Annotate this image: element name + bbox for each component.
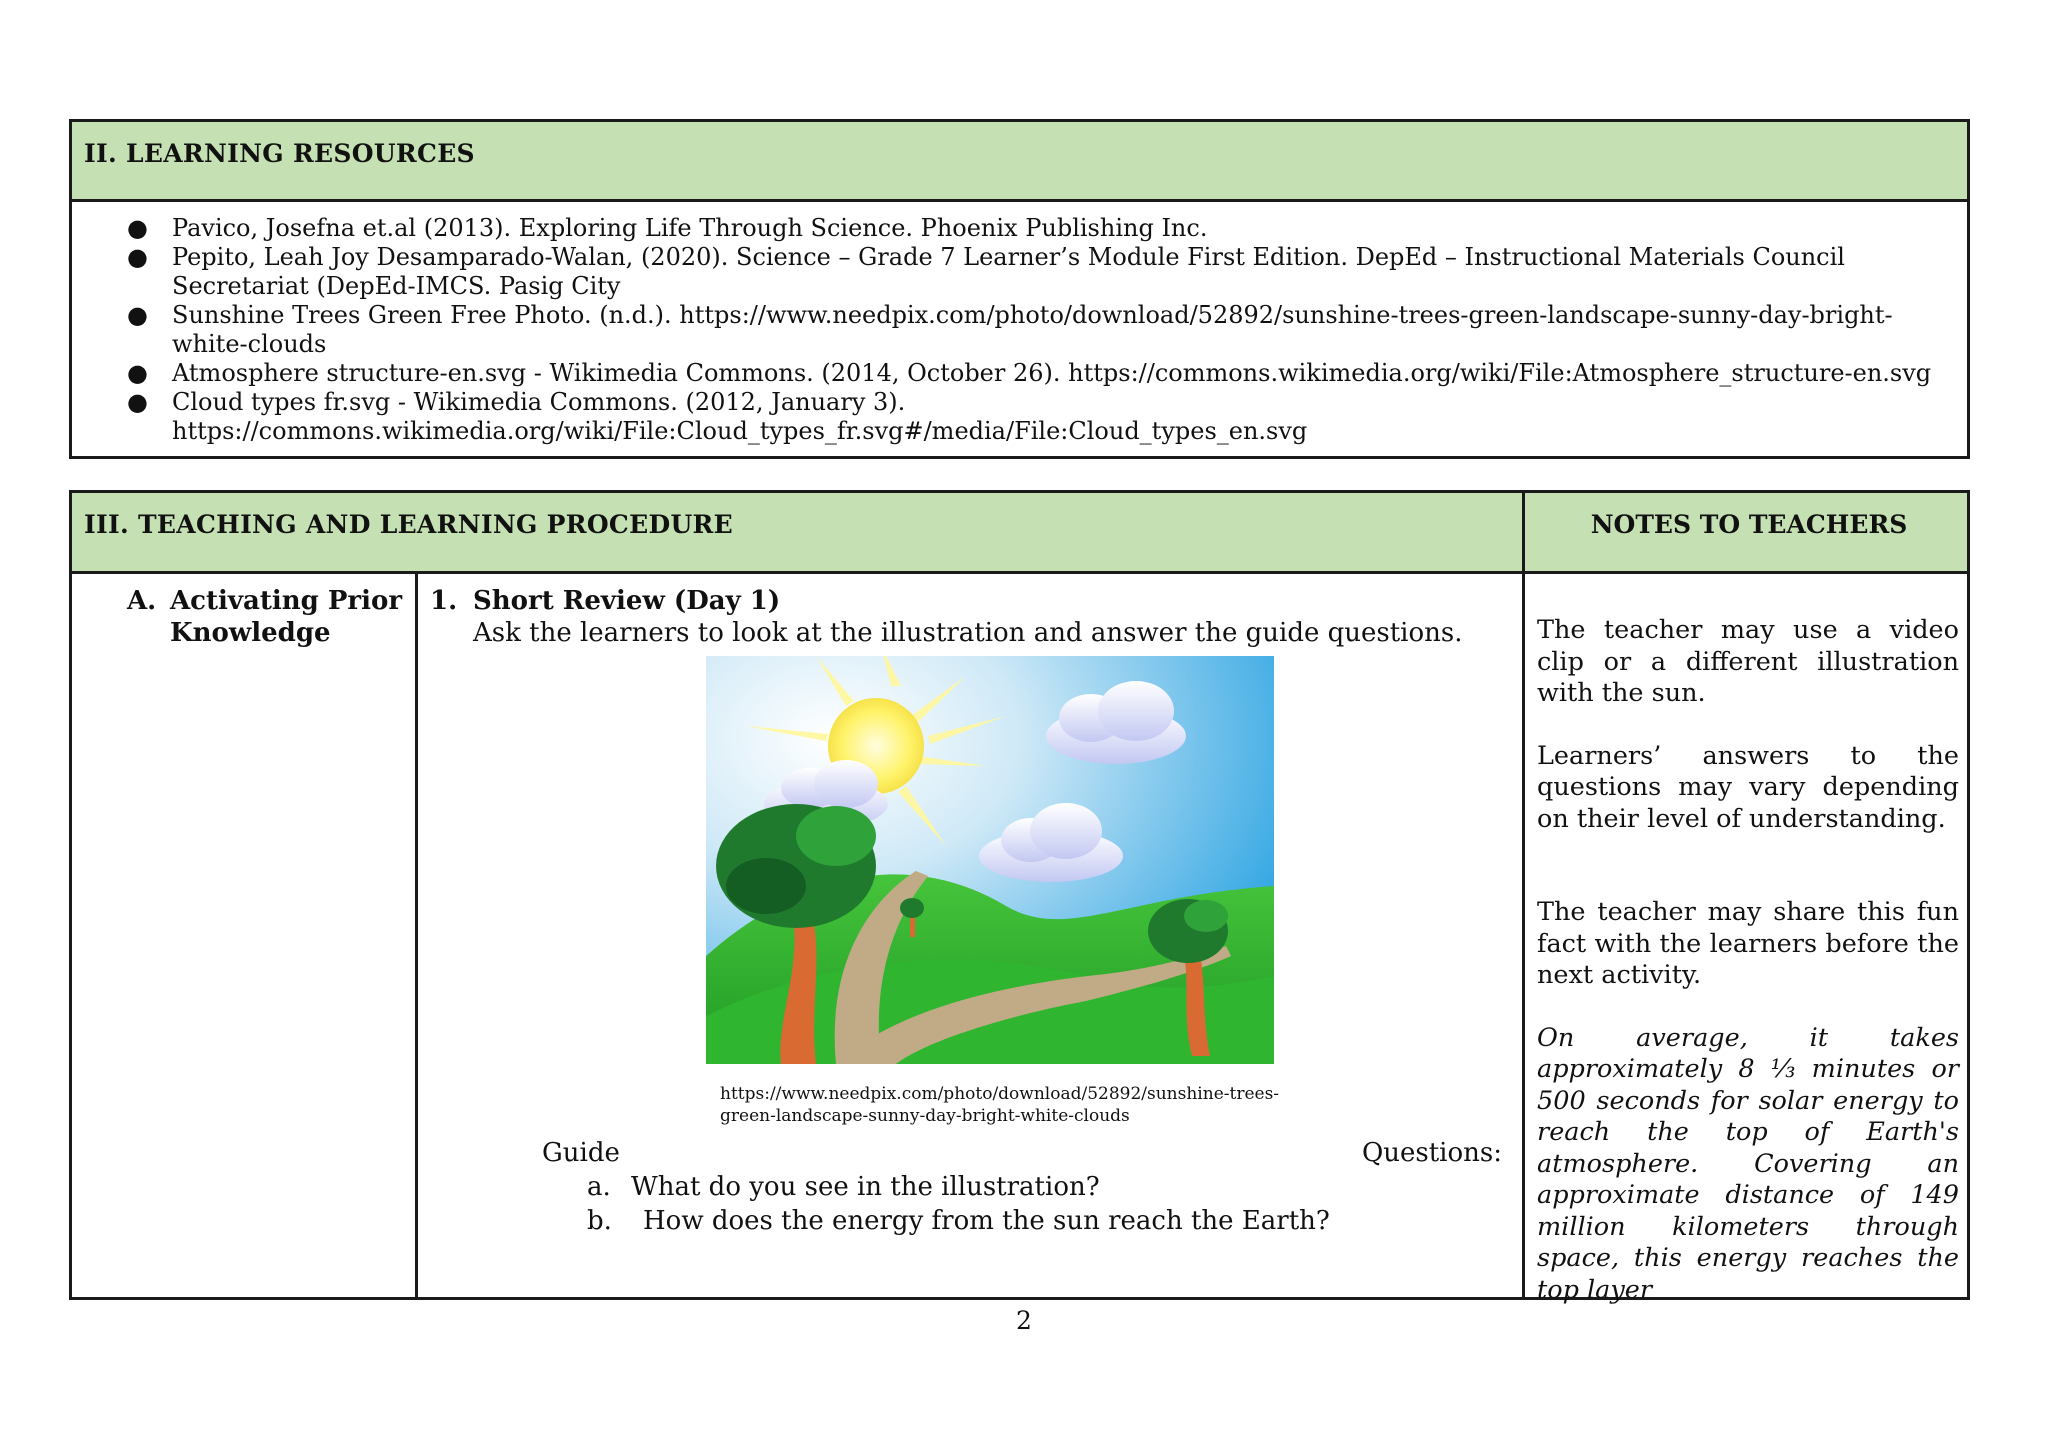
sunny-landscape-illustration <box>706 656 1274 1064</box>
question-text: How does the energy from the sun reach the Earth? <box>643 1206 1330 1236</box>
notes-to-teachers-column <box>1537 615 1959 1306</box>
section-a-label <box>127 585 407 649</box>
question-letter: a. <box>587 1172 611 1202</box>
question-text: What do you see in the illustration? <box>631 1172 1100 1202</box>
notes-to-teachers-title: NOTES TO TEACHERS <box>1590 510 1908 539</box>
bullet-icon: ● <box>127 214 148 242</box>
questions-word: Questions: <box>1361 1138 1502 1168</box>
resource-item <box>72 214 1943 243</box>
bullet-icon: ● <box>127 301 148 329</box>
short-review-instruction: Ask the learners to look at the illustration and answer the guide questions. <box>473 618 1463 648</box>
guide-question <box>587 1204 1487 1238</box>
guide-question-list <box>587 1170 1487 1238</box>
bullet-icon: ● <box>127 359 148 387</box>
resource-text: Cloud types fr.svg - Wikimedia Commons. (2012, January 3). https://commons.wikimedia.org/wiki/File:Cloud_types_fr.svg#/media/File:Cloud_types_en.svg <box>172 388 1308 445</box>
short-review-content <box>430 585 1510 649</box>
resource-text: Atmosphere structure-en.svg - Wikimedia Commons. (2014, October 26). https://commons.wikimedia.org/wiki/File:Atmosphere_structure-en.svg <box>172 359 1932 387</box>
resource-text: Pepito, Leah Joy Desamparado-Walan, (2020). Science – Grade 7 Learner’s Module First Edition. DepEd – Instructional Materials Council Secretariat (DepEd-IMCS. Pasig City <box>172 243 1845 300</box>
guide-word: Guide <box>542 1138 620 1168</box>
section-a-text: Activating Prior Knowledge <box>170 586 403 648</box>
fun-fact-note: On average, it takes approximately 8 ⅓ minutes or 500 seconds for solar energy to reach the top of Earth's atmosphere. Covering an approximate distance of 149 million kilometers through space, this energy reaches the top layer <box>1537 1022 1959 1305</box>
short-review-number: 1. <box>430 586 458 616</box>
resource-list <box>72 214 1943 446</box>
resource-text: Pavico, Josefna et.al (2013). Exploring Life Through Science. Phoenix Publishing Inc. <box>172 214 1208 242</box>
guide-question <box>587 1170 1487 1204</box>
short-review-heading <box>430 585 1510 617</box>
page-number: 2 <box>1016 1306 1032 1335</box>
illustration-source-caption: https://www.needpix.com/photo/download/52892/sunshine-trees-green-landscape-sunny-day-bright-white-clouds <box>720 1084 1280 1126</box>
procedure-title: III. TEACHING AND LEARNING PROCEDURE <box>84 510 733 539</box>
short-review-title: Short Review (Day 1) <box>473 586 781 616</box>
resource-item <box>72 243 1943 301</box>
learning-resources-title: II. LEARNING RESOURCES <box>84 139 475 168</box>
learning-resources-section <box>69 119 1970 459</box>
resource-item <box>72 359 1943 388</box>
teacher-note: Learners’ answers to the questions may vary depending on their level of understanding. <box>1537 740 1959 834</box>
bullet-icon: ● <box>127 243 148 271</box>
column-divider <box>1522 493 1525 1297</box>
teacher-note: The teacher may use a video clip or a different illustration with the sun. <box>1537 615 1959 708</box>
section-a-marker: A. <box>127 586 157 616</box>
question-letter: b. <box>587 1206 612 1236</box>
procedure-table <box>69 490 1970 1305</box>
learning-resources-header <box>72 122 1967 202</box>
resource-item <box>72 388 1943 446</box>
bullet-icon: ● <box>127 388 148 416</box>
teacher-note: The teacher may share this fun fact with the learners before the next activity. <box>1537 897 1959 990</box>
resource-text: Sunshine Trees Green Free Photo. (n.d.). https://www.needpix.com/photo/download/52892/sunshine-trees-green-landscape-sunny-day-bright-white-clouds <box>172 301 1893 358</box>
column-divider <box>415 571 418 1297</box>
resource-item <box>72 301 1943 359</box>
procedure-header <box>72 493 1967 574</box>
